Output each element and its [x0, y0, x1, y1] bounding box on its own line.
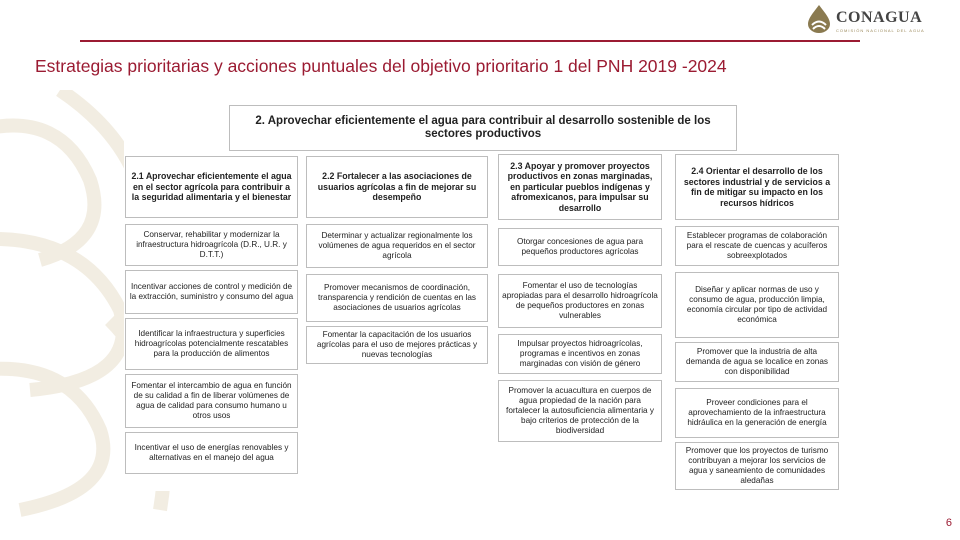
action-2-2-1: Determinar y actualizar regionalmente los volúmenes de agua requeridos en el sector agrícola	[306, 224, 488, 268]
action-2-3-2: Fomentar el uso de tecnologías apropiadas para el desarrollo hidroagrícola de pequeños productores en zonas vulnerables	[498, 274, 662, 328]
strategy-2-3-heading: 2.3 Apoyar y promover proyectos productivos en zonas marginadas, en particular pueblos indígenas y afromexicanos, para impulsar su desarrollo	[498, 154, 662, 220]
action-2-4-1: Establecer programas de colaboración para el rescate de cuencas y acuíferos sobreexplotados	[675, 226, 839, 266]
strategy-2-2-heading: 2.2 Fortalecer a las asociaciones de usuarios agrícolas a fin de mejorar su desempeño	[306, 156, 488, 218]
main-objective-box: 2. Aprovechar eficientemente el agua para contribuir al desarrollo sostenible de los sectores productivos	[229, 105, 737, 151]
action-2-4-3: Promover que la industria de alta demanda de agua se localice en zonas con disponibilidad	[675, 342, 839, 382]
action-2-4-2: Diseñar y aplicar normas de uso y consumo de agua, producción limpia, economía circular por tipo de actividad económica	[675, 272, 839, 338]
action-2-1-3: Identificar la infraestructura y superficies hidroagrícolas potencialmente rescatables para la producción de alimentos	[125, 318, 298, 370]
page-number: 6	[945, 517, 952, 529]
action-2-4-4: Proveer condiciones para el aprovechamiento de la infraestructura hidráulica en la generación de energía	[675, 388, 839, 438]
action-2-1-5: Incentivar el uso de energías renovables y alternativas en el manejo del agua	[125, 432, 298, 474]
action-2-3-1: Otorgar concesiones de agua para pequeños productores agrícolas	[498, 228, 662, 266]
action-2-1-1: Conservar, rehabilitar y modernizar la infraestructura hidroagrícola (D.R., U.R. y D.T.T.)	[125, 224, 298, 266]
action-2-2-3: Fomentar la capacitación de los usuarios agrícolas para el uso de mejores prácticas y nuevas tecnologías	[306, 326, 488, 364]
title-divider	[80, 40, 860, 42]
action-2-2-2: Promover mecanismos de coordinación, transparencia y rendición de cuentas en las asociaciones de usuarios agrícolas	[306, 274, 488, 322]
action-2-4-5: Promover que los proyectos de turismo contribuyan a mejorar los servicios de agua y saneamiento de comunidades aledañas	[675, 442, 839, 490]
logo-subtext: COMISIÓN NACIONAL DEL AGUA	[836, 28, 925, 33]
strategy-2-1-heading: 2.1 Aprovechar eficientemente el agua en el sector agrícola para contribuir a la seguridad alimentaria y el bienestar	[125, 156, 298, 218]
action-2-1-2: Incentivar acciones de control y medición de la extracción, suministro y consumo del agua	[125, 270, 298, 314]
strategy-diagram	[124, 104, 840, 491]
action-2-3-4: Promover la acuacultura en cuerpos de agua propiedad de la nación para fortalecer la autosuficiencia alimentaria y bajo criterios de protección de la biodiversidad	[498, 380, 662, 442]
logo-text: CONAGUA	[836, 9, 923, 26]
slide-title: Estrategias prioritarias y acciones puntuales del objetivo prioritario 1 del PNH 2019 -2024	[35, 56, 727, 76]
conagua-logo	[806, 4, 956, 36]
strategy-2-4-heading: 2.4 Orientar el desarrollo de los sectores industrial y de servicios a fin de mitigar su impacto en los recursos hídricos	[675, 154, 839, 220]
conagua-water-drop-icon	[806, 4, 832, 34]
action-2-3-3: Impulsar proyectos hidroagrícolas, programas e incentivos en zonas marginadas con visión de género	[498, 334, 662, 374]
action-2-1-4: Fomentar el intercambio de agua en función de su calidad a fin de liberar volúmenes de agua de calidad para consumo humano u otros usos	[125, 374, 298, 428]
